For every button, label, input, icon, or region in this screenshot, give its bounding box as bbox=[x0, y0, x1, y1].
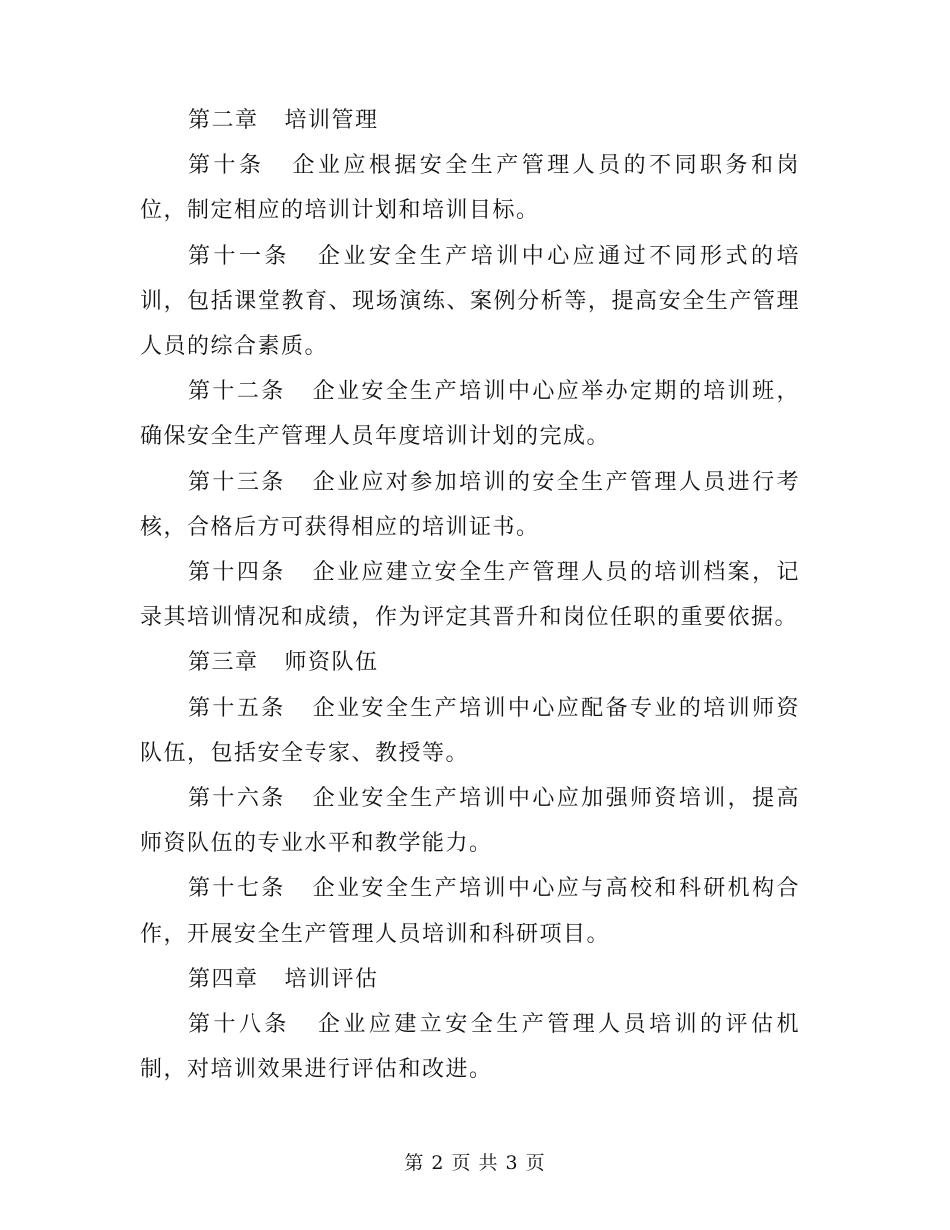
article-paragraph bbox=[140, 866, 800, 956]
article-text: 企业安全生产培训中心应配备专业的培训师资队伍，包括安全专家、教授等。 bbox=[140, 695, 800, 766]
page-number-footer: 第 2 页 共 3 页 bbox=[404, 1152, 546, 1174]
article-text: 企业安全生产培训中心应通过不同形式的培训，包括课堂教育、现场演练、案例分析等，提高安全生产管理人员的综合素质。 bbox=[140, 243, 800, 360]
article-label: 第十三条 bbox=[188, 469, 286, 495]
chapter-title: 培训评估 bbox=[284, 966, 379, 992]
article-label: 第十八条 bbox=[188, 1012, 290, 1038]
article-paragraph bbox=[140, 1002, 800, 1092]
article-text: 企业安全生产培训中心应举办定期的培训班，确保安全生产管理人员年度培训计划的完成。 bbox=[140, 379, 800, 450]
chapter-label: 第四章 bbox=[188, 966, 259, 992]
article-text: 企业应建立安全生产管理人员的培训档案，记录其培训情况和成绩，作为评定其晋升和岗位任职的重要依据。 bbox=[140, 560, 800, 631]
article-paragraph bbox=[140, 234, 800, 370]
chapter-heading bbox=[140, 957, 800, 1002]
article-paragraph bbox=[140, 143, 800, 233]
chapter-title: 培训管理 bbox=[284, 108, 379, 133]
article-text: 企业应根据安全生产管理人员的不同职务和岗位，制定相应的培训计划和培训目标。 bbox=[140, 153, 800, 224]
article-label: 第十四条 bbox=[188, 560, 286, 586]
article-text: 企业安全生产培训中心应与高校和科研机构合作，开展安全生产管理人员培训和科研项目。 bbox=[140, 876, 800, 947]
article-label: 第十五条 bbox=[188, 695, 286, 721]
article-paragraph bbox=[140, 550, 800, 640]
chapter-heading bbox=[140, 98, 800, 143]
article-label: 第十六条 bbox=[188, 786, 286, 812]
article-label: 第十条 bbox=[188, 153, 265, 179]
article-text: 企业应对参加培训的安全生产管理人员进行考核，合格后方可获得相应的培训证书。 bbox=[140, 469, 800, 540]
chapter-label: 第三章 bbox=[188, 650, 259, 676]
article-paragraph bbox=[140, 776, 800, 866]
chapter-title: 师资队伍 bbox=[284, 650, 379, 676]
article-paragraph bbox=[140, 369, 800, 459]
document-body bbox=[140, 98, 800, 1092]
article-paragraph bbox=[140, 686, 800, 776]
chapter-label: 第二章 bbox=[188, 108, 259, 133]
article-label: 第十七条 bbox=[188, 876, 286, 902]
chapter-heading bbox=[140, 640, 800, 685]
article-paragraph bbox=[140, 460, 800, 550]
article-text: 企业安全生产培训中心应加强师资培训，提高师资队伍的专业水平和教学能力。 bbox=[140, 786, 800, 857]
article-label: 第十二条 bbox=[188, 379, 286, 405]
article-text: 企业应建立安全生产管理人员培训的评估机制，对培训效果进行评估和改进。 bbox=[140, 1012, 800, 1083]
article-label: 第十一条 bbox=[188, 243, 290, 269]
